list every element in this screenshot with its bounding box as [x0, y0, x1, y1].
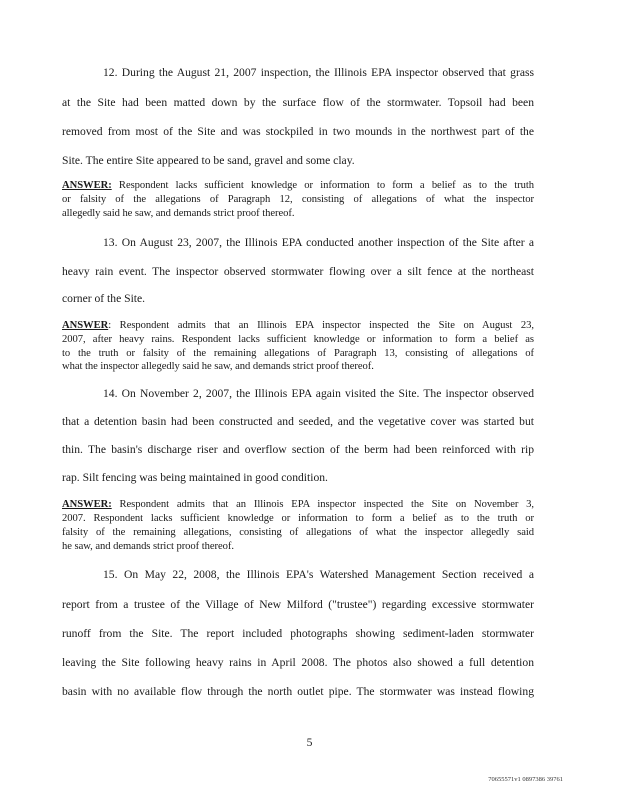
answer-12-line-1: [62, 180, 534, 191]
answer-label: ANSWER:: [62, 499, 112, 510]
document-id: 70655571v1 0897386 39761: [488, 776, 563, 783]
paragraph-12-line-2: at the Site had been matted down by the surface flow of the stormwater. Topsoil had been: [62, 96, 534, 109]
paragraph-14-line-2: that a detention basin had been constructed and seeded, and the vegetative cover was started but: [62, 415, 534, 428]
answer-13-line-1: [62, 320, 534, 331]
paragraph-15-line-4: leaving the Site following heavy rains in April 2008. The photos also showed a full detention: [62, 656, 534, 669]
paragraph-13-line-2: heavy rain event. The inspector observed stormwater flowing over a silt fence at the northeast: [62, 265, 534, 278]
answer-label: ANSWER:: [62, 180, 112, 191]
paragraph-15-line-5: basin with no available flow through the north outlet pipe. The stormwater was instead flowing: [62, 685, 534, 698]
paragraph-14-line-4: rap. Silt fencing was being maintained in good condition.: [62, 471, 328, 484]
answer-13-line-2: 2007, after heavy rains. Respondent lacks sufficient knowledge or information to form a belief as: [62, 334, 534, 345]
answer-text: Respondent lacks sufficient knowledge or information to form a belief as to the truth: [111, 180, 534, 191]
paragraph-12-line-3: removed from most of the Site and was stockpiled in two mounds in the northwest part of the: [62, 125, 534, 138]
answer-text: Respondent admits that an Illinois EPA inspector inspected the Site on November 3,: [111, 499, 534, 510]
page-number: 5: [306, 736, 313, 749]
paragraph-14-line-1: 14. On November 2, 2007, the Illinois EPA again visited the Site. The inspector observed: [103, 387, 534, 400]
answer-text: : Respondent admits that an Illinois EPA inspector inspected the Site on August 23,: [108, 320, 534, 331]
paragraph-15-line-1: 15. On May 22, 2008, the Illinois EPA's Watershed Management Section received a: [103, 568, 534, 581]
answer-12-line-2: or falsity of the allegations of Paragraph 12, consisting of allegations of what the inspector: [62, 194, 534, 205]
answer-14-line-2: 2007. Respondent lacks sufficient knowledge or information to form a belief as to the truth or: [62, 513, 534, 524]
answer-label: ANSWER: [62, 320, 109, 331]
paragraph-15-line-2: report from a trustee of the Village of New Milford ("trustee") regarding excessive stormwater: [62, 598, 534, 611]
answer-13-line-4: what the inspector allegedly said he saw, and demands strict proof thereof.: [62, 361, 374, 372]
answer-13-line-3: to the truth or falsity of the remaining allegations of Paragraph 13, consisting of allegations of: [62, 348, 534, 359]
paragraph-12-line-1: 12. During the August 21, 2007 inspection, the Illinois EPA inspector observed that grass: [103, 66, 534, 79]
paragraph-14-line-3: thin. The basin's discharge riser and overflow section of the berm had been reinforced with rip: [62, 443, 534, 456]
answer-14-line-1: [62, 499, 534, 510]
answer-14-line-3: falsity of the remaining allegations, consisting of allegations of what the inspector allegedly said: [62, 527, 534, 538]
paragraph-15-line-3: runoff from the Site. The report included photographs showing sediment-laden stormwater: [62, 627, 534, 640]
answer-12-line-3: allegedly said he saw, and demands strict proof thereof.: [62, 208, 295, 219]
paragraph-13-line-3: corner of the Site.: [62, 292, 146, 305]
answer-14-line-4: he saw, and demands strict proof thereof.: [62, 541, 235, 552]
paragraph-12-line-4: Site. The entire Site appeared to be sand, gravel and some clay.: [62, 154, 355, 167]
paragraph-13-line-1: 13. On August 23, 2007, the Illinois EPA conducted another inspection of the Site after a: [103, 236, 534, 249]
